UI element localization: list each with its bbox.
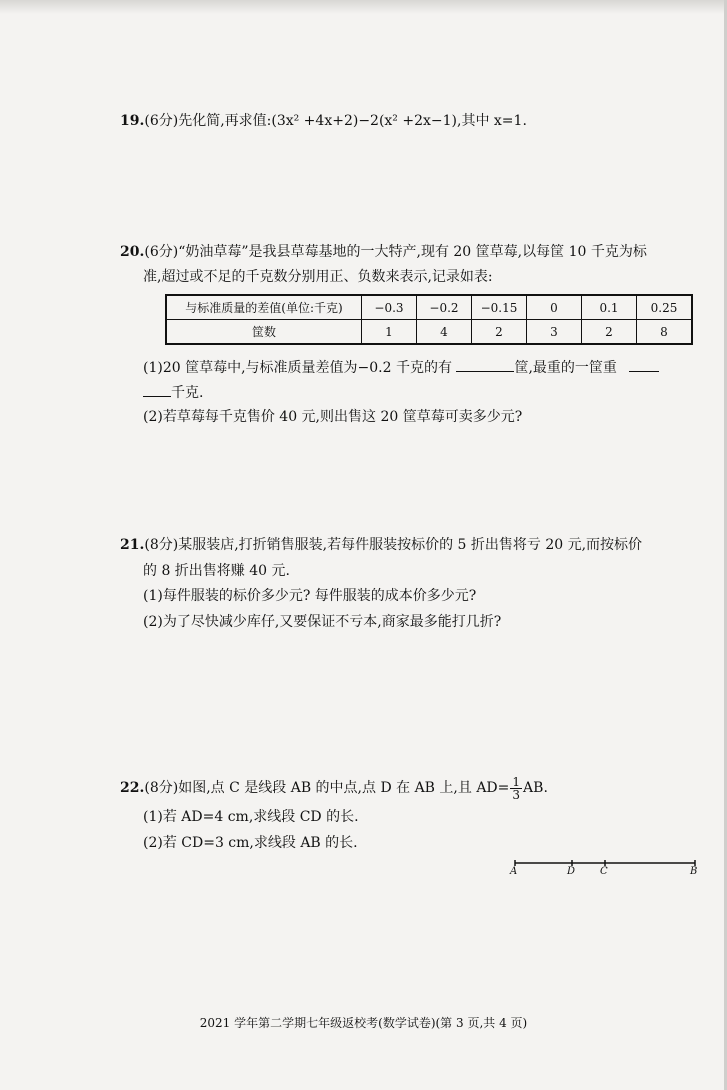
- point-label-d: D: [567, 866, 576, 877]
- question-21-line1: [120, 536, 642, 554]
- table-cell: 0.25: [637, 295, 693, 320]
- question-20-line1: [120, 243, 647, 261]
- page-top-shadow: [0, 0, 727, 14]
- question-20-sub1-cont: [143, 382, 203, 402]
- question-22-text-a: (8分)如图,点 C 是线段 AB 的中点,点 D 在 AB 上,且 AD=: [144, 780, 510, 796]
- table-cell: −0.3: [362, 295, 417, 320]
- table-cell: 0: [527, 295, 582, 320]
- fraction-denominator: 3: [512, 787, 521, 802]
- table-row: [166, 295, 692, 320]
- table-cell: 0.1: [582, 295, 637, 320]
- question-21-line2: 的 8 折出售将赚 40 元.: [143, 563, 290, 579]
- question-21-text-1: (8分)某服装店,打折销售服装,若每件服装按标价的 5 折出售将亏 20 元,而按标价: [144, 537, 643, 553]
- question-22-sub1: (1)若 AD=4 cm,求线段 CD 的长.: [143, 809, 359, 825]
- question-22-number: 22.: [120, 780, 145, 796]
- table-cell: 1: [362, 320, 417, 345]
- question-21-number: 21.: [120, 537, 145, 553]
- fraction-one-third: [510, 776, 522, 801]
- question-22-sub2: (2)若 CD=3 cm,求线段 AB 的长.: [143, 835, 358, 851]
- question-19-number: 19.: [120, 113, 145, 129]
- point-label-c: C: [600, 866, 608, 877]
- question-20-line2: 准,超过或不足的千克数分别用正、负数来表示,记录如表:: [143, 269, 493, 285]
- question-20-sub1: [143, 357, 659, 377]
- table-cell: −0.15: [472, 295, 527, 320]
- answer-blank[interactable]: [629, 357, 659, 372]
- table-header-cell: 筐数: [166, 320, 362, 345]
- question-21-sub2: (2)为了尽快减少库仔,又要保证不亏本,商家最多能打几折?: [143, 614, 502, 630]
- table-cell: 4: [417, 320, 472, 345]
- point-label-b: B: [690, 866, 698, 877]
- table-row: [166, 320, 692, 345]
- answer-blank[interactable]: [456, 357, 514, 372]
- question-20-sub1-text-c: 千克.: [171, 385, 204, 401]
- strawberry-table: [165, 294, 693, 345]
- point-label-a: A: [510, 866, 518, 877]
- question-22-text-b: AB.: [523, 780, 548, 796]
- question-20-sub1-text-b: 筐,最重的一筐重: [514, 360, 617, 376]
- question-22-line1: [120, 775, 548, 801]
- answer-blank[interactable]: [143, 382, 171, 397]
- table-header-cell: 与标准质量的差值(单位:千克): [166, 295, 362, 320]
- table-cell: 2: [472, 320, 527, 345]
- table-cell: 3: [527, 320, 582, 345]
- question-20-sub1-text-a: (1)20 筐草莓中,与标准质量差值为−0.2 千克的有: [143, 360, 452, 376]
- page-footer: 2021 学年第二学期七年级返校考(数学试卷)(第 3 页,共 4 页): [199, 1016, 528, 1030]
- fraction-numerator: 1: [512, 774, 521, 789]
- question-20-text-1: (6分)“奶油草莓”是我县草莓基地的一大特产,现有 20 筐草莓,以每筐 10 千克为标: [144, 244, 647, 260]
- question-21-sub1: (1)每件服装的标价多少元? 每件服装的成本价多少元?: [143, 588, 477, 604]
- table-cell: −0.2: [417, 295, 472, 320]
- question-20-sub2: (2)若草莓每千克售价 40 元,则出售这 20 筐草莓可卖多少元?: [143, 409, 523, 425]
- question-19-text: (6分)先化简,再求值:(3x² +4x+2)−2(x² +2x−1),其中 x=1.: [144, 113, 527, 129]
- table-cell: 2: [582, 320, 637, 345]
- table-cell: 8: [637, 320, 693, 345]
- question-20-number: 20.: [120, 244, 145, 260]
- question-19: [120, 112, 527, 130]
